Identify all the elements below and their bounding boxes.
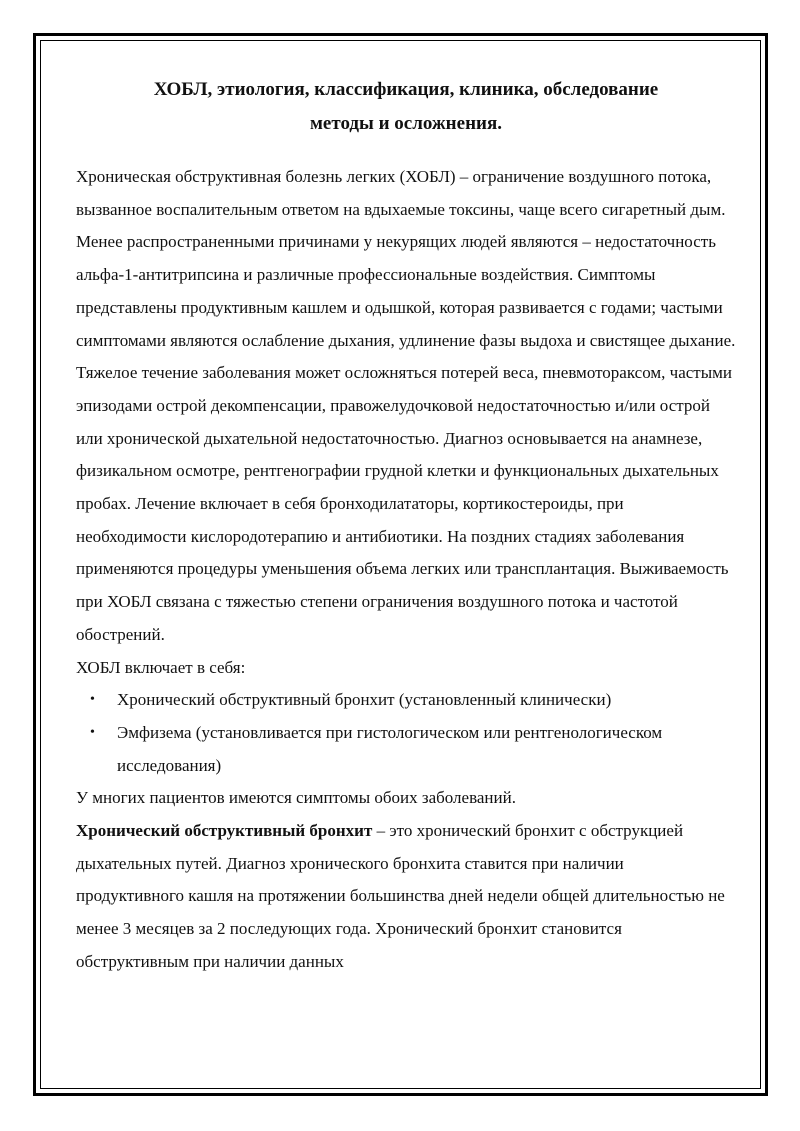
chronic-bronchitis-paragraph — [76, 815, 736, 979]
list-item-text: Эмфизема (установливается при гистологическом или рентгенологическом исследования) — [117, 722, 663, 775]
list-item-text: Хронический обструктивный бронхит (установленный клинически) — [117, 690, 612, 710]
document-body — [76, 72, 736, 979]
list-item — [76, 684, 736, 717]
chronic-bronchitis-term: Хронический обструктивный бронхит — [76, 821, 373, 841]
intro-paragraph: Хроническая обструктивная болезнь легких (ХОБЛ) – ограничение воздушного потока, вызванное воспалительным ответом на вдыхаемые токсины, чаще всего сигаретный дым. Менее распространенными причинами у некурящих людей являются – недостаточность альфа-1-антитрипсина и различные профессиональные воздействия. Симптомы представлены продуктивным кашлем и одышкой, которая развивается с годами; частыми симптомами являются ослабление дыхания, удлинение фазы выдоха и свистящее дыхание. Тяжелое течение заболевания может осложняться потерей веса, пневмотораксом, частыми эпизодами острой декомпенсации, правожелудочковой недостаточностью и/или острой или хронической дыхательной недостаточностью. Диагноз основывается на анамнезе, физикальном осмотре, рентгенографии грудной клетки и функциональных дыхательных пробах. Лечение включает в себя бронходилататоры, кортикостероиды, при необходимости кислородотерапию и антибиотики. На поздних стадиях заболевания применяются процедуры уменьшения объема легких или трансплантация. Выживаемость при ХОБЛ связана с тяжестью степени ограничения воздушного потока и частотой обострений. — [76, 167, 736, 644]
title-line-1: ХОБЛ, этиология, классификация, клиника, обследование — [153, 79, 659, 100]
bullet-icon: • — [90, 724, 95, 740]
chronic-bronchitis-definition: – это хронический бронхит с обструкцией дыхательных путей. Диагноз хронического бронхита ставится при наличии продуктивного кашля на протяжении большинства дней недели общей длительностью не менее 3 месяцев за 2 последующих года. Хронический бронхит становится обструктивным при наличии данных — [76, 821, 725, 971]
document-title — [76, 72, 736, 141]
copd-types-list — [76, 684, 736, 782]
title-line-2: методы и осложнения. — [309, 113, 502, 134]
both-diseases-paragraph: У многих пациентов имеются симптомы обоих заболеваний. — [76, 788, 516, 808]
bullet-icon: • — [90, 692, 95, 708]
list-item — [76, 717, 736, 782]
includes-label: ХОБЛ включает в себя: — [76, 657, 246, 677]
